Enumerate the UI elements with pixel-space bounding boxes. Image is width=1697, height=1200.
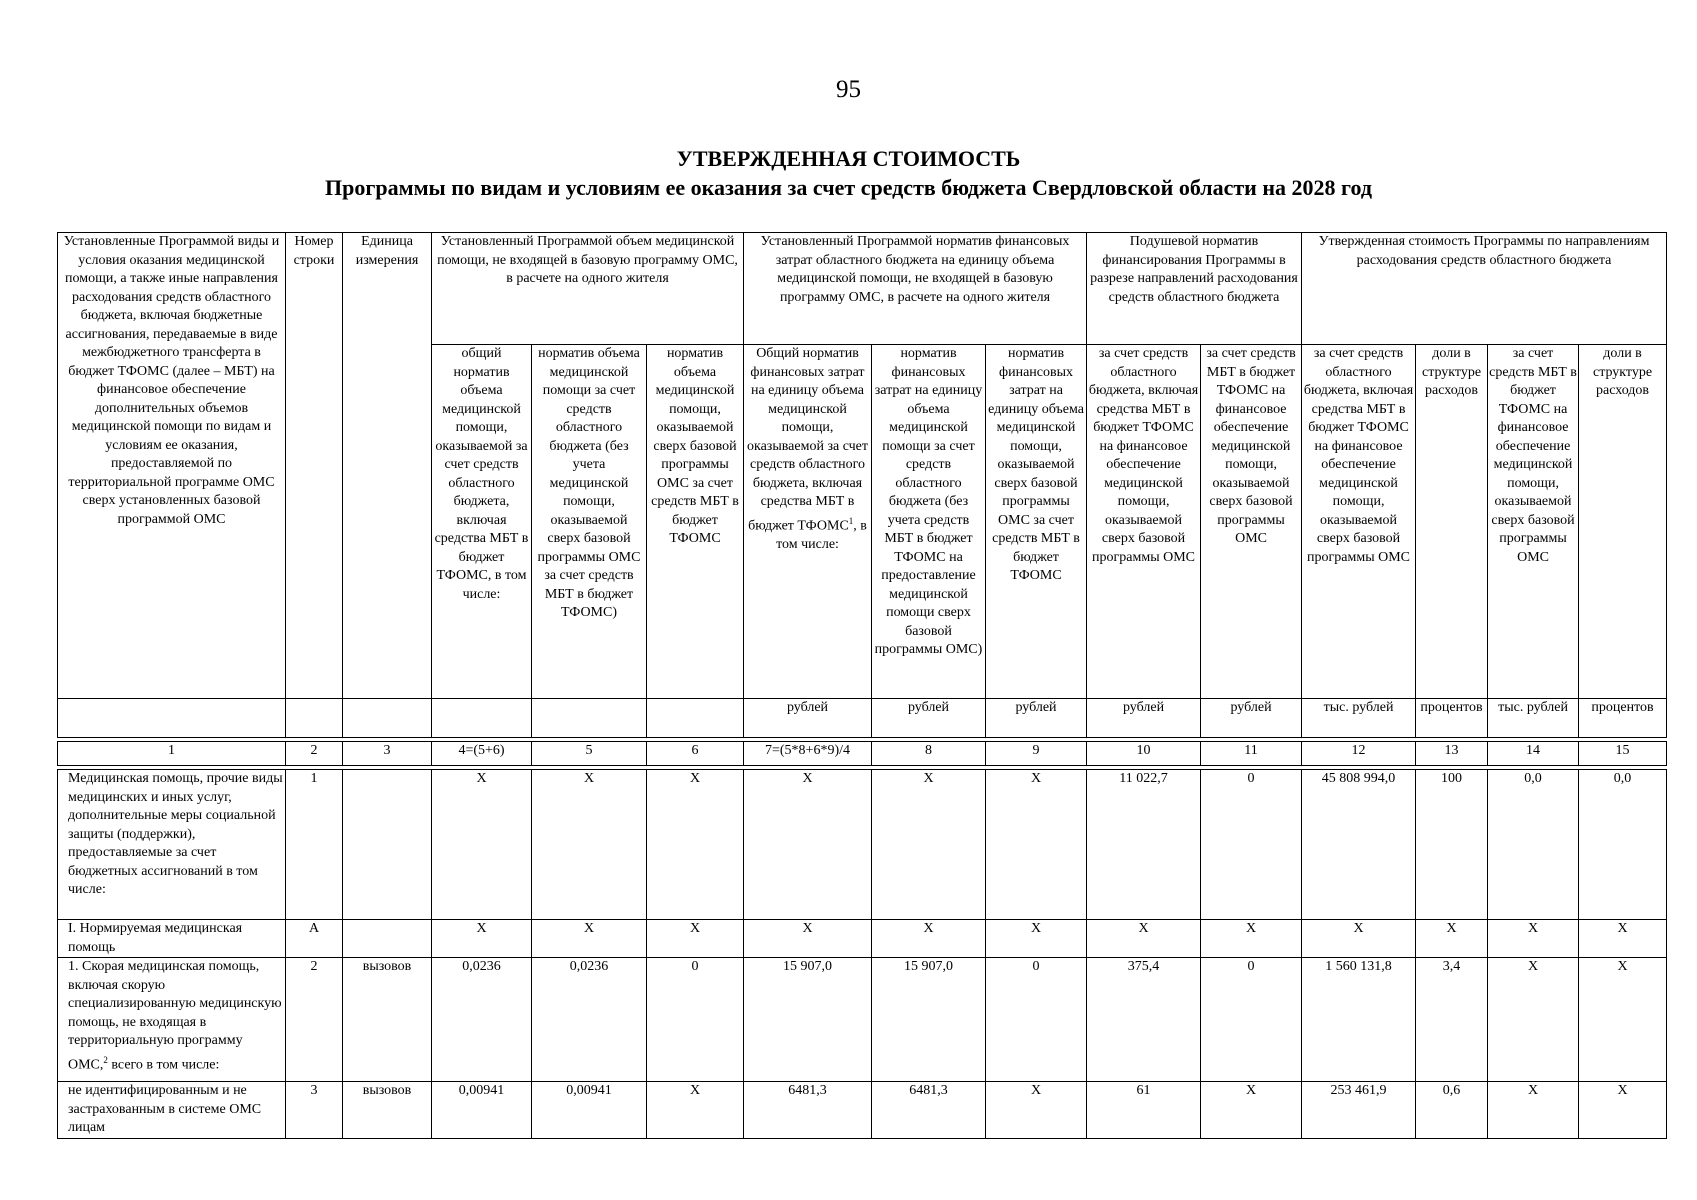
header-col-8: норматив финансовых затрат на единицу объема медицинской помощи за счет средств областного бюджета (без учета средств МБТ в бюджет ТФОМС на предоставление медицинской помощи сверх базовой программы ОМС) — [872, 345, 986, 699]
cell: 0,0 — [1488, 770, 1579, 920]
col-number: 3 — [343, 742, 432, 766]
page-number: 95 — [836, 76, 861, 103]
header-row-groups — [58, 233, 1667, 345]
cost-table — [57, 232, 1667, 1139]
row-unit — [343, 920, 432, 958]
row-name-text: 1. Скорая медицинская помощь, включая скорую специализированную медицинскую помощь, не входящая в территориальную программу ОМС, — [68, 959, 282, 1073]
cell: 15 907,0 — [744, 958, 872, 1082]
header-col-14: за счет средств МБТ в бюджет ТФОМС на финансовое обеспечение медицинской помощи, оказываемой сверх базовой программы ОМС — [1488, 345, 1579, 699]
cell: X — [532, 920, 647, 958]
footnote-marker: 1 — [848, 515, 854, 526]
table-row — [58, 958, 1667, 1082]
header-group-approved: Утвержденная стоимость Программы по направлениям расходования средств областного бюджета — [1302, 233, 1667, 345]
col-number: 9 — [986, 742, 1087, 766]
cell: X — [647, 920, 744, 958]
row-name — [58, 958, 286, 1082]
table-row — [58, 770, 1667, 920]
cell: X — [432, 770, 532, 920]
cell: X — [872, 920, 986, 958]
cell: 0 — [1201, 770, 1302, 920]
cell: X — [1201, 1082, 1302, 1139]
cell: X — [1488, 958, 1579, 1082]
table-row — [58, 1082, 1667, 1139]
row-unit — [343, 770, 432, 920]
unit-cell: рублей — [986, 699, 1087, 738]
col-number: 10 — [1087, 742, 1201, 766]
cell: 0 — [1201, 958, 1302, 1082]
cell: 0,0236 — [432, 958, 532, 1082]
col-number: 5 — [532, 742, 647, 766]
title-line-2: Программы по видам и условиям ее оказания за счет средств бюджета Свердловской области на 2028 год — [325, 175, 1372, 200]
cell: 15 907,0 — [872, 958, 986, 1082]
unit-cell: рублей — [744, 699, 872, 738]
cell: X — [1302, 920, 1416, 958]
cell: X — [432, 920, 532, 958]
col-number: 1 — [58, 742, 286, 766]
header-group-volume: Установленный Программой объем медицинской помощи, не входящей в базовую программу ОМС, в расчете на одного жителя — [432, 233, 744, 345]
unit-cell: тыс. рублей — [1488, 699, 1579, 738]
col-number: 12 — [1302, 742, 1416, 766]
cell: X — [744, 770, 872, 920]
header-col-11: за счет средств МБТ в бюджет ТФОМС на финансовое обеспечение медицинской помощи, оказываемой сверх базовой программы ОМС — [1201, 345, 1302, 699]
header-col-5: норматив объема медицинской помощи за счет средств областного бюджета (без учета медицинской помощи, оказываемой сверх базовой программы ОМС за счет средств МБТ в бюджет ТФОМС) — [532, 345, 647, 699]
unit-cell — [532, 699, 647, 738]
col-number: 7=(5*8+6*9)/4 — [744, 742, 872, 766]
cell: X — [744, 920, 872, 958]
unit-cell: рублей — [872, 699, 986, 738]
document-title — [0, 144, 1697, 202]
cell: 0 — [986, 958, 1087, 1082]
cell: X — [647, 1082, 744, 1139]
cell: X — [1416, 920, 1488, 958]
row-unit: вызовов — [343, 1082, 432, 1139]
cell: 45 808 994,0 — [1302, 770, 1416, 920]
header-col-7-tail: , в том числе: — [776, 518, 867, 552]
unit-cell — [432, 699, 532, 738]
cell: 0,00941 — [532, 1082, 647, 1139]
cell: 375,4 — [1087, 958, 1201, 1082]
cell: X — [1201, 920, 1302, 958]
cell: 6481,3 — [744, 1082, 872, 1139]
cell: 0,0236 — [532, 958, 647, 1082]
col-number: 11 — [1201, 742, 1302, 766]
cell: 1 560 131,8 — [1302, 958, 1416, 1082]
cell: 6481,3 — [872, 1082, 986, 1139]
cell: X — [1579, 920, 1667, 958]
column-numbers-row — [58, 742, 1667, 766]
cell: X — [986, 770, 1087, 920]
header-col-9: норматив финансовых затрат на единицу объема медицинской помощи, оказываемой сверх базовой программы ОМС за счет средств МБТ в бюджет ТФОМС — [986, 345, 1087, 699]
header-col-4: общий норматив объема медицинской помощи, оказываемой за счет средств областного бюджета, включая средства МБТ в бюджет ТФОМС, в том числе: — [432, 345, 532, 699]
header-col-10: за счет средств областного бюджета, включая средства МБТ в бюджет ТФОМС на финансовое обеспечение медицинской помощи, оказываемой сверх базовой программы ОМС — [1087, 345, 1201, 699]
cost-table-container — [57, 232, 1666, 1139]
row-name: не идентифицированным и не застрахованным в системе ОМС лицам — [58, 1082, 286, 1139]
cell: 61 — [1087, 1082, 1201, 1139]
cell: 253 461,9 — [1302, 1082, 1416, 1139]
unit-cell — [343, 699, 432, 738]
cell: X — [872, 770, 986, 920]
col-number: 14 — [1488, 742, 1579, 766]
units-row — [58, 699, 1667, 738]
row-number: 1 — [286, 770, 343, 920]
header-col-13: доли в структуре расходов — [1416, 345, 1488, 699]
col-number: 8 — [872, 742, 986, 766]
header-unit: Единица измерения — [343, 233, 432, 699]
unit-cell — [58, 699, 286, 738]
header-group-cost-norm: Установленный Программой норматив финансовых затрат областного бюджета на единицу объема медицинской помощи, не входящей в базовую программу ОМС, в расчете на одного жителя — [744, 233, 1087, 345]
cell: 100 — [1416, 770, 1488, 920]
header-types: Установленные Программой виды и условия оказания медицинской помощи, а также иные направления расходования средств областного бюджета, включая бюджетные ассигнования, передаваемые в виде межбюджетного трансферта в бюджет ТФОМС (далее – МБТ) на финансовое обеспечение дополнительных объемов медицинской помощи по видам и условиям ее оказания, предоставляемой по территориальной программе ОМС сверх установленных базовой программой ОМС — [58, 233, 286, 699]
cell: 0,6 — [1416, 1082, 1488, 1139]
row-name: Медицинская помощь, прочие виды медицинских и иных услуг, дополнительные меры социальной защиты (поддержки), предоставляемые за счет бюджетных ассигнований в том числе: — [58, 770, 286, 920]
cell: 3,4 — [1416, 958, 1488, 1082]
table-row — [58, 920, 1667, 958]
row-name-tail: всего в том числе: — [107, 1057, 220, 1073]
unit-cell: процентов — [1579, 699, 1667, 738]
col-number: 15 — [1579, 742, 1667, 766]
col-number: 4=(5+6) — [432, 742, 532, 766]
header-group-per-capita: Подушевой норматив финансирования Программы в разрезе направлений расходования средств областного бюджета — [1087, 233, 1302, 345]
cell: X — [1579, 958, 1667, 1082]
unit-cell: рублей — [1201, 699, 1302, 738]
cell: 0,00941 — [432, 1082, 532, 1139]
row-unit: вызовов — [343, 958, 432, 1082]
col-number: 6 — [647, 742, 744, 766]
row-number: 2 — [286, 958, 343, 1082]
cell: X — [532, 770, 647, 920]
cell: X — [1087, 920, 1201, 958]
cell: 0 — [647, 958, 744, 1082]
cell: X — [647, 770, 744, 920]
unit-cell: рублей — [1087, 699, 1201, 738]
unit-cell: тыс. рублей — [1302, 699, 1416, 738]
unit-cell — [647, 699, 744, 738]
header-col-12: за счет средств областного бюджета, включая средства МБТ в бюджет ТФОМС на финансовое обеспечение медицинской помощи, оказываемой сверх базовой программы ОМС — [1302, 345, 1416, 699]
title-line-1: УТВЕРЖДЕННАЯ СТОИМОСТЬ — [676, 146, 1021, 171]
footnote-marker: 2 — [103, 1054, 108, 1065]
cell: X — [986, 920, 1087, 958]
cell: X — [986, 1082, 1087, 1139]
header-row-number: Номер строки — [286, 233, 343, 699]
cell: 0,0 — [1579, 770, 1667, 920]
row-number: А — [286, 920, 343, 958]
col-number: 13 — [1416, 742, 1488, 766]
cell: X — [1488, 1082, 1579, 1139]
unit-cell — [286, 699, 343, 738]
row-name: I. Нормируемая медицинская помощь — [58, 920, 286, 958]
header-col-7 — [744, 345, 872, 699]
header-col-7-text: Общий норматив финансовых затрат на единицу объема медицинской помощи, оказываемой за счет средств областного бюджета, включая средства МБТ в бюджет ТФОМС — [747, 346, 868, 534]
unit-cell: процентов — [1416, 699, 1488, 738]
cell: X — [1488, 920, 1579, 958]
header-col-6: норматив объема медицинской помощи, оказываемой сверх базовой программы ОМС за счет средств МБТ в бюджет ТФОМС — [647, 345, 744, 699]
header-col-15: доли в структуре расходов — [1579, 345, 1667, 699]
cell: X — [1579, 1082, 1667, 1139]
cell: 11 022,7 — [1087, 770, 1201, 920]
row-number: 3 — [286, 1082, 343, 1139]
col-number: 2 — [286, 742, 343, 766]
